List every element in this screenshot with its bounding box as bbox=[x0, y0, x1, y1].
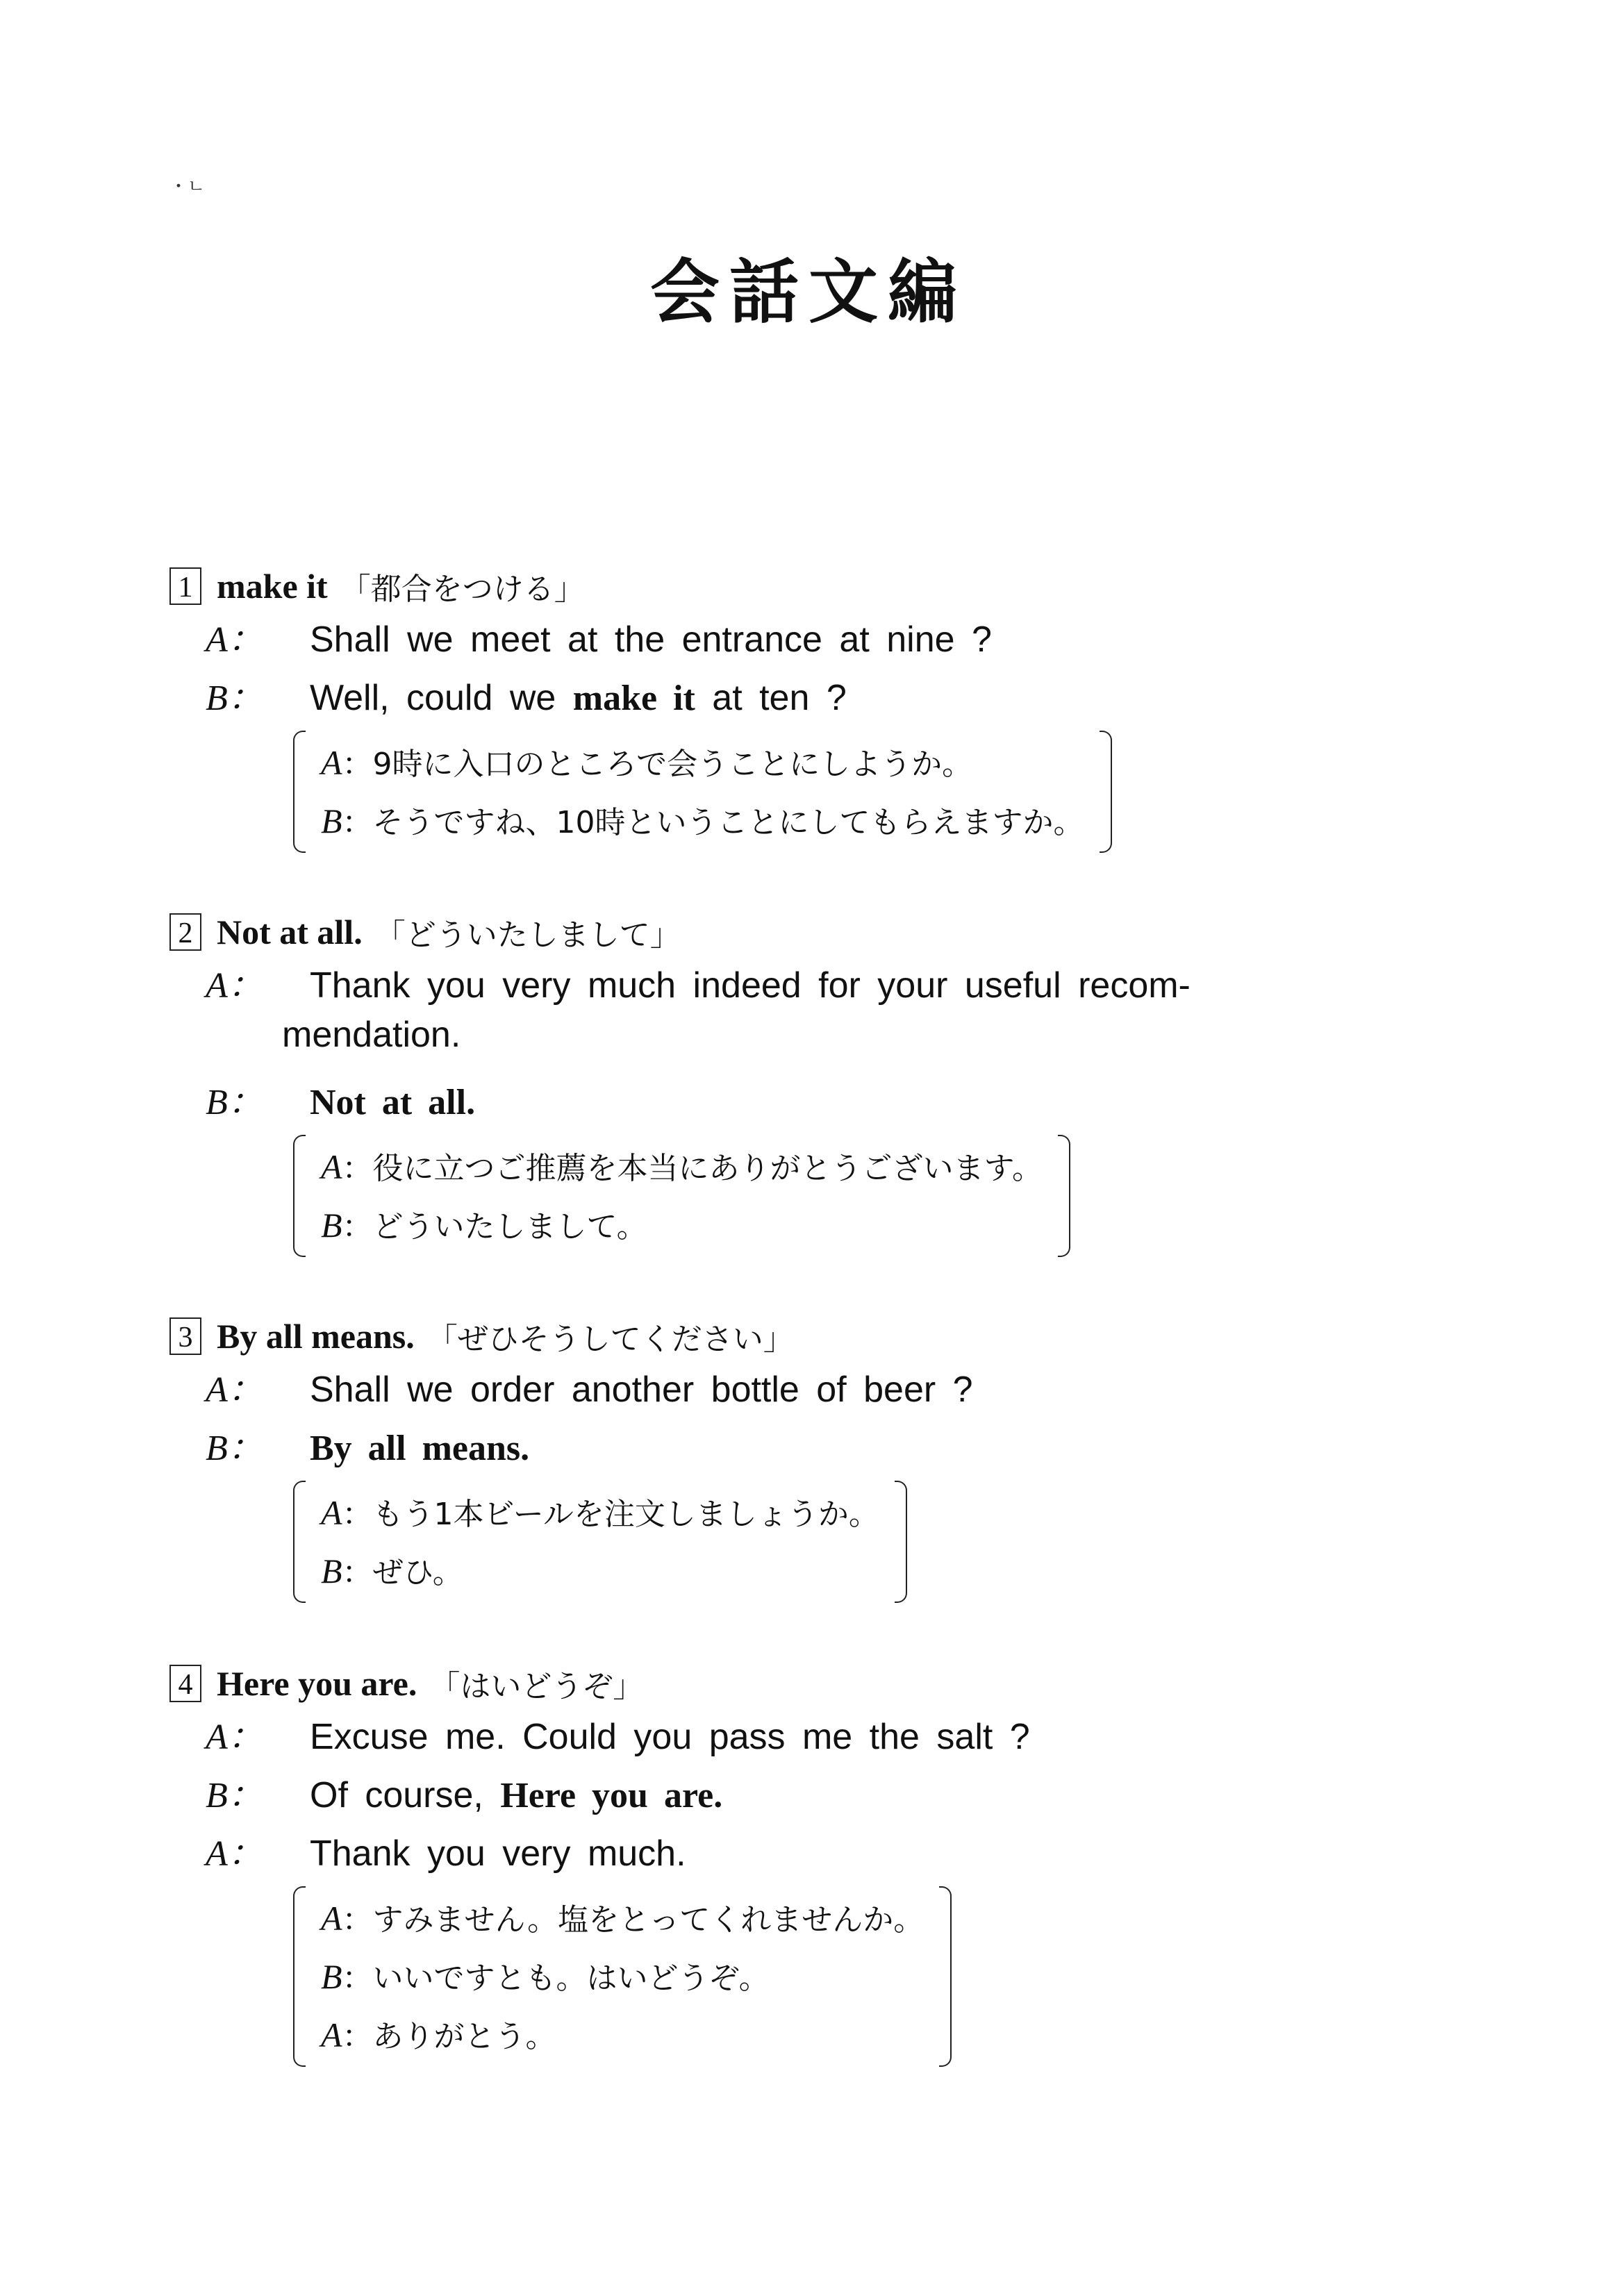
section-number: 1 bbox=[169, 567, 201, 605]
dialogue-line bbox=[206, 956, 1420, 1014]
phrase-meaning: 「どういたしまして」 bbox=[374, 917, 681, 953]
page-title: 会話文編 bbox=[650, 251, 967, 333]
speaker-label: A： bbox=[206, 1717, 264, 1757]
translation-line: B：ぜひ。 bbox=[321, 1552, 463, 1590]
translation-line: A：役に立つご推薦を本当にありがとうございます。 bbox=[321, 1147, 1043, 1186]
translation-line: A：すみません。塩をとってくれませんか。 bbox=[321, 1899, 924, 1938]
key-phrase: Not at all. bbox=[217, 913, 363, 951]
utterance: Shall we meet at the entrance at nine ? bbox=[310, 619, 992, 660]
utterance bbox=[310, 1081, 475, 1123]
section-number: 4 bbox=[169, 1665, 201, 1702]
speaker-label: A： bbox=[206, 966, 264, 1006]
dialogue-line bbox=[206, 1824, 1420, 1882]
section-2 bbox=[169, 908, 1420, 1257]
speaker-label: B： bbox=[206, 1429, 264, 1468]
translation-line: B：いいですとも。はいどうぞ。 bbox=[321, 1957, 770, 1996]
section-heading bbox=[169, 1313, 1420, 1360]
utterance: Thank you very much indeed for your useful recom- bbox=[310, 965, 1191, 1006]
utterance: Excuse me. Could you pass me the salt ? bbox=[310, 1717, 1030, 1757]
section-heading bbox=[169, 908, 1420, 956]
section-number: 3 bbox=[169, 1317, 201, 1355]
section-heading bbox=[169, 563, 1420, 610]
translation-line: A：9時に入口のところで会うことにしようか。 bbox=[321, 743, 973, 782]
utterance: Thank you very much. bbox=[310, 1833, 686, 1874]
key-phrase: make it bbox=[217, 567, 328, 606]
dialogue-line bbox=[206, 1765, 1420, 1824]
dialogue-line bbox=[206, 1072, 1420, 1131]
key-phrase-in-dialogue: Here you are. bbox=[500, 1776, 723, 1815]
phrase-meaning: 「はいどうぞ」 bbox=[429, 1669, 644, 1704]
section-number: 2 bbox=[169, 913, 201, 951]
dialogue-line bbox=[206, 1707, 1420, 1765]
speaker-label: A： bbox=[206, 1834, 264, 1874]
dialogue-line bbox=[206, 1360, 1420, 1418]
key-phrase: By all means. bbox=[217, 1317, 415, 1356]
translation-line: B：どういたしまして。 bbox=[321, 1206, 647, 1245]
translation-box bbox=[293, 1481, 907, 1603]
dialogue-line bbox=[206, 668, 1420, 726]
speaker-label: B： bbox=[206, 1083, 264, 1122]
speaker-label: B： bbox=[206, 1776, 264, 1815]
section-heading bbox=[169, 1660, 1420, 1707]
speaker-label: A： bbox=[206, 620, 264, 660]
speaker-label: A： bbox=[206, 1370, 264, 1410]
dialogue-line bbox=[206, 610, 1420, 668]
section-4 bbox=[169, 1660, 1420, 2067]
translation-line: A：もう1本ビールを注文しましょうか。 bbox=[321, 1493, 879, 1532]
translation-box bbox=[293, 731, 1112, 853]
utterance: Well, could we make it at ten ? bbox=[310, 678, 847, 718]
translation-line: A：ありがとう。 bbox=[321, 2015, 556, 2054]
key-phrase-in-dialogue: By all means. bbox=[310, 1429, 530, 1468]
page-mark: ・ㄴ bbox=[169, 176, 206, 197]
utterance: Of course, Here you are. bbox=[310, 1775, 723, 1815]
phrase-meaning: 「ぜひそうしてください」 bbox=[426, 1322, 794, 1357]
translation-box bbox=[293, 1135, 1070, 1257]
key-phrase-in-dialogue: make it bbox=[572, 679, 695, 718]
section-1 bbox=[169, 563, 1420, 853]
utterance bbox=[310, 1427, 529, 1469]
translation-box bbox=[293, 1886, 952, 2067]
key-phrase-in-dialogue: Not at all. bbox=[310, 1083, 476, 1122]
translation-line: B：そうですね、10時ということにしてもらえますか。 bbox=[321, 801, 1084, 840]
phrase-meaning: 「都合をつける」 bbox=[340, 572, 585, 607]
utterance: Shall we order another bottle of beer ? bbox=[310, 1370, 973, 1410]
utterance-continuation: mendation. bbox=[282, 1015, 461, 1055]
speaker-label: B： bbox=[206, 679, 264, 718]
key-phrase: Here you are. bbox=[217, 1664, 417, 1703]
dialogue-line bbox=[206, 1418, 1420, 1476]
section-3 bbox=[169, 1313, 1420, 1603]
